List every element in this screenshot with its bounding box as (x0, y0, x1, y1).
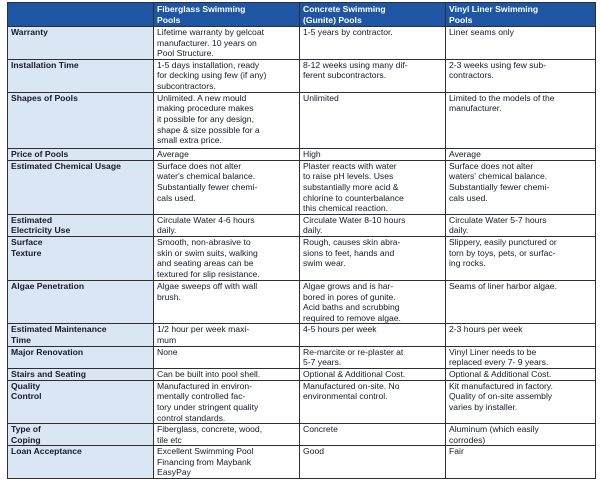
cell-concrete: Algae grows and is har- bored in pores of gunite. Acid baths and scrubbing required to remove algae. (300, 280, 446, 323)
row-label: Major Renovation (8, 346, 154, 368)
cell-concrete: 4-5 hours per week (300, 324, 446, 346)
header-vinyl: Vinyl Liner Swimming Pools (446, 3, 596, 27)
cell-fiberglass: Lifetime warranty by gelcoat manufacturer. 10 years on Pool Structure. (154, 27, 300, 60)
cell-fiberglass: Average (154, 148, 300, 160)
cell-vinyl: Aluminum (which easily corrodes) (446, 424, 596, 446)
table-row (8, 148, 596, 160)
cell-vinyl: Circulate Water 5-7 hours daily. (446, 214, 596, 236)
row-label: Estimated Electricity Use (8, 214, 154, 236)
cell-vinyl: Liner seams only (446, 27, 596, 60)
row-label: Stairs and Seating (8, 368, 154, 380)
row-label: Price of Pools (8, 148, 154, 160)
table-row (8, 92, 596, 148)
cell-vinyl: Vinyl Liner needs to be replaced every 7- 9 years. (446, 346, 596, 368)
header-fiberglass: Fiberglass Swimming Pools (154, 3, 300, 27)
cell-fiberglass: Can be built into pool shell. (154, 368, 300, 380)
cell-concrete: 8-12 weeks using many dif- ferent subcontractors. (300, 59, 446, 92)
row-label: Quality Control (8, 380, 154, 423)
table-row (8, 214, 596, 236)
cell-fiberglass: Smooth, non-abrasive to skin or swim suits, walking and seating areas can be textured for slip resistance. (154, 236, 300, 280)
table-row (8, 424, 596, 446)
table-row (8, 368, 596, 380)
table-row (8, 27, 596, 60)
cell-fiberglass: 1/2 hour per week maxi- mum (154, 324, 300, 346)
table-row (8, 280, 596, 323)
header-concrete: Concrete Swimming (Gunite) Pools (300, 3, 446, 27)
row-label: Warranty (8, 27, 154, 60)
cell-vinyl: Limited to the models of the manufacturer. (446, 92, 596, 148)
cell-concrete: 1-5 years by contractor. (300, 27, 446, 60)
pool-comparison-table (7, 2, 596, 479)
cell-fiberglass: 1-5 days installation, ready for decking using few (if any) subcontractors. (154, 59, 300, 92)
table-row (8, 236, 596, 280)
cell-fiberglass: Fiberglass, concrete, wood, tile etc (154, 424, 300, 446)
cell-fiberglass: Circulate Water 4-6 hours daily. (154, 214, 300, 236)
cell-vinyl: Average (446, 148, 596, 160)
cell-fiberglass: Unlimited. A new mould making procedure makes it possible for any design, shape & size possible for a small extra price. (154, 92, 300, 148)
cell-vinyl: 2-3 weeks using few sub- contractors. (446, 59, 596, 92)
header-row (8, 3, 596, 27)
cell-vinyl: 2-3 hours per week (446, 324, 596, 346)
cell-fiberglass: Manufactured in environ- mentally controlled fac- tory under stringent quality control standards. (154, 380, 300, 423)
row-label: Installation Time (8, 59, 154, 92)
table-row (8, 446, 596, 479)
table-row (8, 324, 596, 346)
cell-fiberglass: Excellent Swimming Pool Financing from Maybank EasyPay (154, 446, 300, 479)
table-row (8, 160, 596, 214)
cell-vinyl: Kit manufactured in factory. Quality of on-site assembly varies by installer. (446, 380, 596, 423)
row-label: Estimated Maintenance Time (8, 324, 154, 346)
cell-concrete: Optional & Additional Cost. (300, 368, 446, 380)
cell-fiberglass: Surface does not alter water's chemical balance. Substantially fewer chemi- cals used. (154, 160, 300, 214)
cell-fiberglass: None (154, 346, 300, 368)
cell-concrete: Concrete (300, 424, 446, 446)
row-label: Estimated Chemical Usage (8, 160, 154, 214)
row-label: Shapes of Pools (8, 92, 154, 148)
cell-concrete: High (300, 148, 446, 160)
row-label: Surface Texture (8, 236, 154, 280)
cell-vinyl: Slippery, easily punctured or torn by toys, pets, or surfac- ing rocks. (446, 236, 596, 280)
row-label: Loan Acceptance (8, 446, 154, 479)
cell-concrete: Circulate Water 8-10 hours daily. (300, 214, 446, 236)
cell-concrete: Manufactured on-site. No environmental control. (300, 380, 446, 423)
cell-vinyl: Seams of liner harbor algae. (446, 280, 596, 323)
comparison-table-container (7, 2, 595, 479)
cell-concrete: Good (300, 446, 446, 479)
table-row (8, 346, 596, 368)
cell-fiberglass: Algae sweeps off with wall brush. (154, 280, 300, 323)
table-row (8, 59, 596, 92)
row-label: Type of Coping (8, 424, 154, 446)
cell-concrete: Rough, causes skin abra- sions to feet, hands and swim wear. (300, 236, 446, 280)
header-corner (8, 3, 154, 27)
cell-concrete: Unlimited (300, 92, 446, 148)
cell-concrete: Plaster reacts with water to raise pH levels. Uses substantially more acid & chlorine to counterbalance this chemical reaction. (300, 160, 446, 214)
cell-vinyl: Fair (446, 446, 596, 479)
table-row (8, 380, 596, 423)
row-label: Algae Penetration (8, 280, 154, 323)
cell-vinyl: Surface does not alter waters' chemical balance. Substantially fewer chemi- cals used. (446, 160, 596, 214)
cell-concrete: Re-marcite or re-plaster at 5-7 years. (300, 346, 446, 368)
cell-vinyl: Optional & Additional Cost. (446, 368, 596, 380)
